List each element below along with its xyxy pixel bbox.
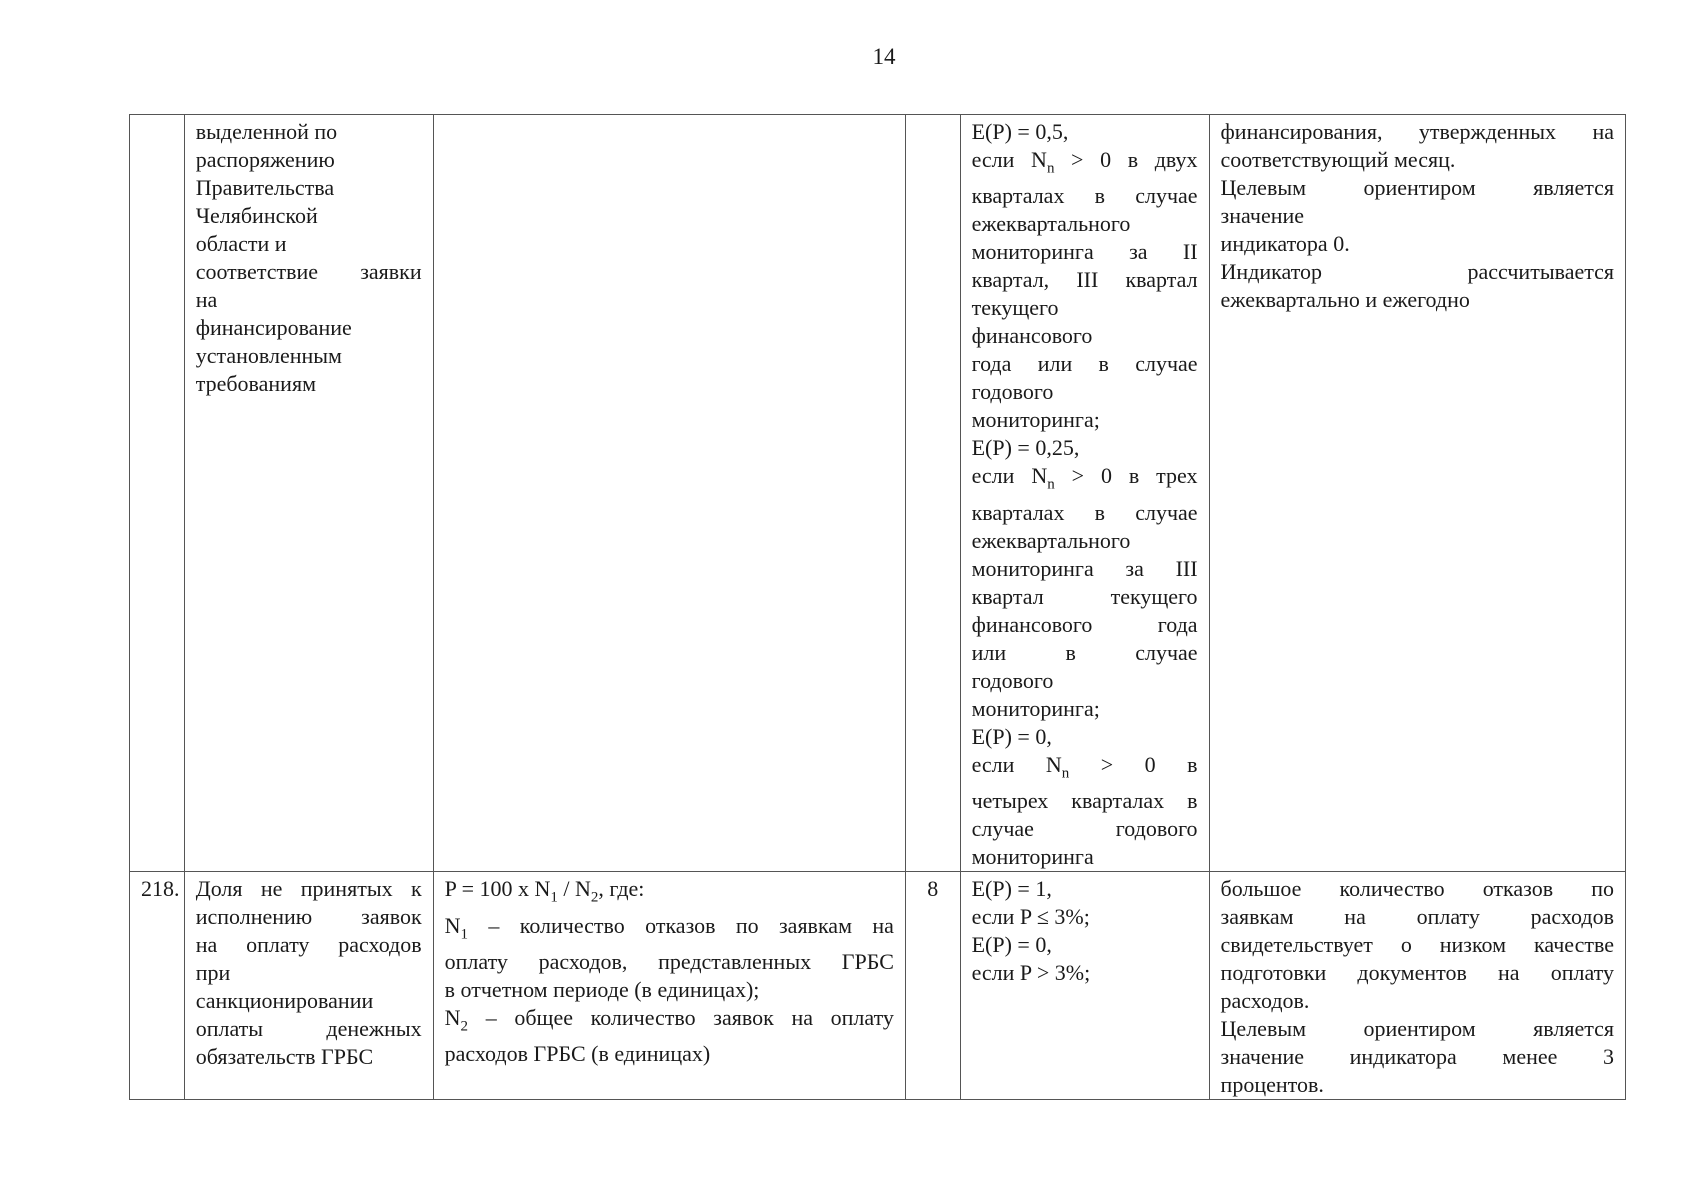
evaluation-line: если $N_n > 0$ в двух	[971, 147, 1198, 177]
evaluation-line: квартал, III квартал	[971, 267, 1198, 293]
comment-line: Целевым ориентиром является	[1220, 1016, 1614, 1042]
evaluation-line: мониторинга за III	[971, 555, 1198, 581]
evaluation-line: годового	[971, 667, 1054, 693]
comment-line: Целевым ориентиром является	[1220, 175, 1614, 200]
evaluation-line: E(P) = 0,	[971, 723, 1052, 749]
indicator-name-line: требованиям	[195, 371, 316, 396]
evaluation-cell	[960, 872, 1209, 1100]
evaluation-line: финансового года	[971, 611, 1198, 637]
formula-line: расходов ГРБС (в единицах)	[444, 1041, 711, 1067]
comment-line: расходов.	[1220, 988, 1310, 1014]
indicator-name-line: на	[195, 287, 218, 312]
indicator-name-line: обязательств ГРБС	[195, 1044, 374, 1070]
evaluation-line: если $N_n > 0$ в	[971, 751, 1198, 782]
evaluation-line: E(P) = 0,5,	[971, 119, 1069, 144]
evaluation-line: если $N_n > 0$ в трех	[971, 463, 1198, 493]
indicator-name-line: исполнению заявок	[195, 904, 422, 930]
evaluation-line: E(P) = 1,	[971, 876, 1052, 902]
indicator-name-line: на оплату расходов	[195, 932, 422, 958]
indicator-name-line: санкционировании	[195, 988, 374, 1014]
evaluation-line: мониторинга;	[971, 695, 1100, 721]
comment-line: ежеквартально и ежегодно	[1220, 287, 1470, 312]
formula-cell	[433, 115, 905, 872]
indicator-name-line: соответствие заявки	[195, 259, 422, 284]
evaluation-line: годового	[971, 379, 1054, 405]
comment-line: индикатора 0.	[1220, 231, 1350, 256]
indicator-name-line: Челябинской	[195, 203, 318, 228]
indicator-table	[129, 114, 1626, 1100]
indicator-name-line: оплаты денежных	[195, 1016, 422, 1042]
comment-line: заявкам на оплату расходов	[1220, 904, 1614, 930]
evaluation-line: финансового	[971, 323, 1093, 349]
comment-line: большое количество отказов по	[1220, 876, 1614, 902]
indicator-name-cell	[184, 872, 433, 1100]
comment-line: значение индикатора менее 3	[1220, 1044, 1614, 1070]
comment-line: значение	[1220, 203, 1305, 228]
evaluation-line: кварталах в случае	[971, 183, 1198, 209]
comment-line: процентов.	[1220, 1072, 1324, 1098]
formula-line: $N_2$ – общее количество заявок на оплату	[444, 1004, 894, 1035]
row-number-cell	[130, 115, 185, 872]
evaluation-line: мониторинга	[971, 844, 1094, 870]
row-number-cell: 218.	[130, 872, 185, 1100]
evaluation-line: или в случае	[971, 639, 1198, 665]
indicator-name-line: установленным	[195, 343, 342, 368]
indicator-name-line: Доля не принятых к	[195, 876, 422, 902]
evaluation-line: если P ≤ 3%;	[971, 904, 1090, 930]
weight-cell: 8	[905, 872, 960, 1100]
comment-line: подготовки документов на оплату	[1220, 960, 1614, 986]
formula-line: $N_1$ – количество отказов по заявкам на	[444, 912, 894, 942]
evaluation-line: мониторинга;	[971, 407, 1100, 433]
weight-cell	[905, 115, 960, 872]
evaluation-line: ежеквартального	[971, 211, 1131, 237]
evaluation-line: мониторинга за II	[971, 239, 1198, 265]
comment-line: соответствующий месяц.	[1220, 147, 1456, 172]
evaluation-line: кварталах в случае	[971, 499, 1198, 525]
formula-line: P = 100 x $N_1 / N_2$, где:	[444, 876, 645, 906]
indicator-name-line: выделенной по	[195, 119, 338, 144]
comment-line: финансирования, утвержденных на	[1220, 119, 1614, 144]
formula-line: оплату расходов, представленных ГРБС	[444, 948, 894, 974]
evaluation-line: квартал текущего	[971, 583, 1198, 609]
evaluation-line: года или в случае	[971, 351, 1198, 377]
formula-line: в отчетном периоде (в единицах);	[444, 976, 760, 1002]
indicator-name-cell	[184, 115, 433, 872]
comment-cell	[1209, 115, 1625, 872]
evaluation-cell	[960, 115, 1209, 872]
table-row	[130, 872, 1626, 1100]
page-number: 14	[872, 44, 896, 69]
evaluation-line: E(P) = 0,	[971, 932, 1052, 958]
comment-cell	[1209, 872, 1625, 1100]
evaluation-line: текущего	[971, 295, 1059, 321]
indicator-name-line: Правительства	[195, 175, 335, 200]
comment-line: свидетельствует о низком качестве	[1220, 932, 1614, 958]
evaluation-line: ежеквартального	[971, 527, 1131, 553]
evaluation-line: E(P) = 0,25,	[971, 435, 1080, 461]
formula-cell	[433, 872, 905, 1100]
indicator-name-line: области и	[195, 231, 287, 256]
evaluation-line: если P > 3%;	[971, 960, 1091, 986]
indicator-name-line: распоряжению	[195, 147, 335, 172]
indicator-name-line: финансирование	[195, 315, 352, 340]
comment-line: Индикатор рассчитывается	[1220, 259, 1614, 284]
indicator-name-line: при	[195, 960, 231, 986]
table-row	[130, 115, 1626, 872]
evaluation-line: четырех кварталах в	[971, 788, 1198, 814]
evaluation-line: случае годового	[971, 816, 1198, 842]
